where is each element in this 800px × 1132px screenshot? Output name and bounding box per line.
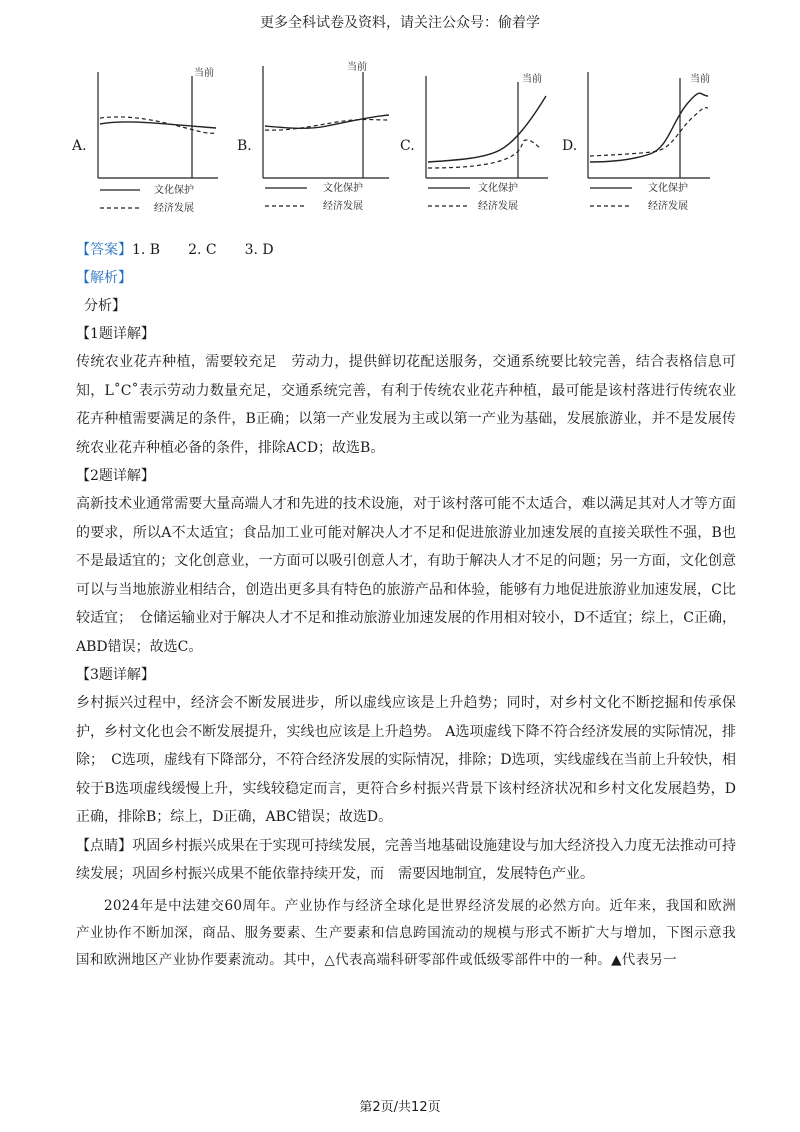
economy-line bbox=[265, 120, 389, 131]
culture-line bbox=[265, 115, 389, 128]
option-figures bbox=[72, 62, 732, 222]
figure-a bbox=[72, 62, 232, 222]
analysis-subtitle: 分析】 bbox=[84, 298, 126, 314]
figure-a-chart bbox=[72, 62, 232, 222]
figure-d bbox=[562, 62, 722, 222]
current-label: 当前 bbox=[347, 62, 367, 73]
figure-b bbox=[237, 62, 397, 222]
legend-culture: 文化保护 bbox=[323, 183, 363, 194]
next-question-stem: 2024年是中法建交60周年。产业协作与经济全球化是世界经济发展的必然方向。近年来，我国和欧洲产业协作不断加深，商品、服务要素、生产要素和信息跨国流动的规模与形式不断扩大与增加，下图示意我国和欧洲地区产业协作要素流动。其中，△代表高端科研零部件或低级零部件中的一种。▲代表另一 bbox=[76, 897, 736, 968]
current-label: 当前 bbox=[690, 74, 710, 85]
answer-tag: 【答案】 bbox=[76, 242, 132, 258]
q3-tag: 【3题详解】 bbox=[76, 667, 155, 683]
culture-line bbox=[428, 96, 546, 162]
figure-c-chart bbox=[400, 62, 560, 222]
legend-culture: 文化保护 bbox=[154, 185, 194, 196]
option-label-b: B. bbox=[237, 138, 252, 154]
q1-tag: 【1题详解】 bbox=[76, 326, 155, 342]
legend-culture: 文化保护 bbox=[648, 183, 688, 194]
legend-economy: 经济发展 bbox=[478, 201, 518, 212]
answer-line bbox=[76, 236, 736, 264]
culture-line bbox=[590, 93, 708, 162]
explanation-body bbox=[76, 236, 736, 974]
point-text: 巩固乡村振兴成果在于实现可持续发展，完善当地基础设施建设与加大经济投入力度无法推动可持续发展；巩固乡村振兴成果不能依靠持续开发，而 需要因地制宜，发展特色产业。 bbox=[76, 837, 737, 882]
q3-text: 乡村振兴过程中，经济会不断发展进步，所以虚线应该是上升趋势；同时，对乡村文化不断挖掘和传承保护，乡村文化也会不断发展提升，实线也应该是上升趋势。 A选项虚线下降不符合经济发展的实际情况，排除； C选项，虚线有下降部分，不符合经济发展的实际情况，排除；D选项，实线虚线在当前上升较快，相较于B选项虚线缓慢上升，实线较稳定而言，更符合乡村振兴背景下该村经济状况和乡村文化发展趋势，D正确，排除B；综上，D正确，ABC错误；故选D。 bbox=[76, 695, 736, 825]
page-header: 更多全科试卷及资料，请关注公众号：偷着学 bbox=[260, 15, 540, 31]
answer-text: 1. B 2. C 3. D bbox=[132, 242, 274, 258]
economy-line bbox=[590, 107, 708, 156]
figure-b-chart bbox=[237, 62, 397, 222]
economy-line bbox=[100, 117, 216, 133]
current-label: 当前 bbox=[194, 68, 214, 79]
q2-tag: 【2题详解】 bbox=[76, 468, 155, 484]
option-label-c: C. bbox=[400, 138, 415, 154]
economy-line bbox=[428, 140, 540, 168]
option-label-a: A. bbox=[72, 138, 87, 154]
point-paragraph bbox=[76, 832, 736, 889]
point-tag: 【点睛】 bbox=[76, 837, 133, 854]
figure-c bbox=[400, 62, 560, 222]
q2-text: 高新技术业通常需要大量高端人才和先进的技术设施，对于该村落可能不太适合，难以满足其对人才等方面的要求，所以A不太适宜；食品加工业可能对解决人才不足和促进旅游业加速发展的直接关联性不强，B也不是最适宜的；文化创意业，一方面可以吸引创意人才，有助于解决人才不足的问题；另一方面，文化创意可以与当地旅游业相结合，创造出更多具有特色的旅游产品和体验，能够有力地促进旅游业加速发展，C比较适宜； 仓储运输业对于解决人才不足和推动旅游业加速发展的作用相对较小，D不适宜；综上，C正确，ABD错误；故选C。 bbox=[76, 496, 736, 655]
figure-d-chart bbox=[562, 62, 722, 222]
legend-economy: 经济发展 bbox=[648, 201, 688, 212]
current-label: 当前 bbox=[522, 74, 542, 85]
legend-culture: 文化保护 bbox=[478, 183, 518, 194]
option-label-d: D. bbox=[562, 138, 578, 154]
page-footer: 第2页/共12页 bbox=[359, 1100, 441, 1115]
legend-economy: 经济发展 bbox=[154, 203, 194, 214]
q1-text: 传统农业花卉种植，需要较充足 劳动力，提供鲜切花配送服务，交通系统要比较完善，结合表格信息可知，L˚C˚表示劳动力数量充足，交通系统完善，有利于传统农业花卉种植，最可能是该村落进行传统农业花卉种植需要满足的条件，B正确；以第一产业发展为主或以第一产业为基础，发展旅游业，并不是发展传统农业花卉种植必备的条件，排除ACD；故选B。 bbox=[76, 354, 736, 456]
analysis-tag: 【解析】 bbox=[76, 270, 132, 286]
culture-line bbox=[100, 122, 216, 128]
legend-economy: 经济发展 bbox=[323, 201, 363, 212]
